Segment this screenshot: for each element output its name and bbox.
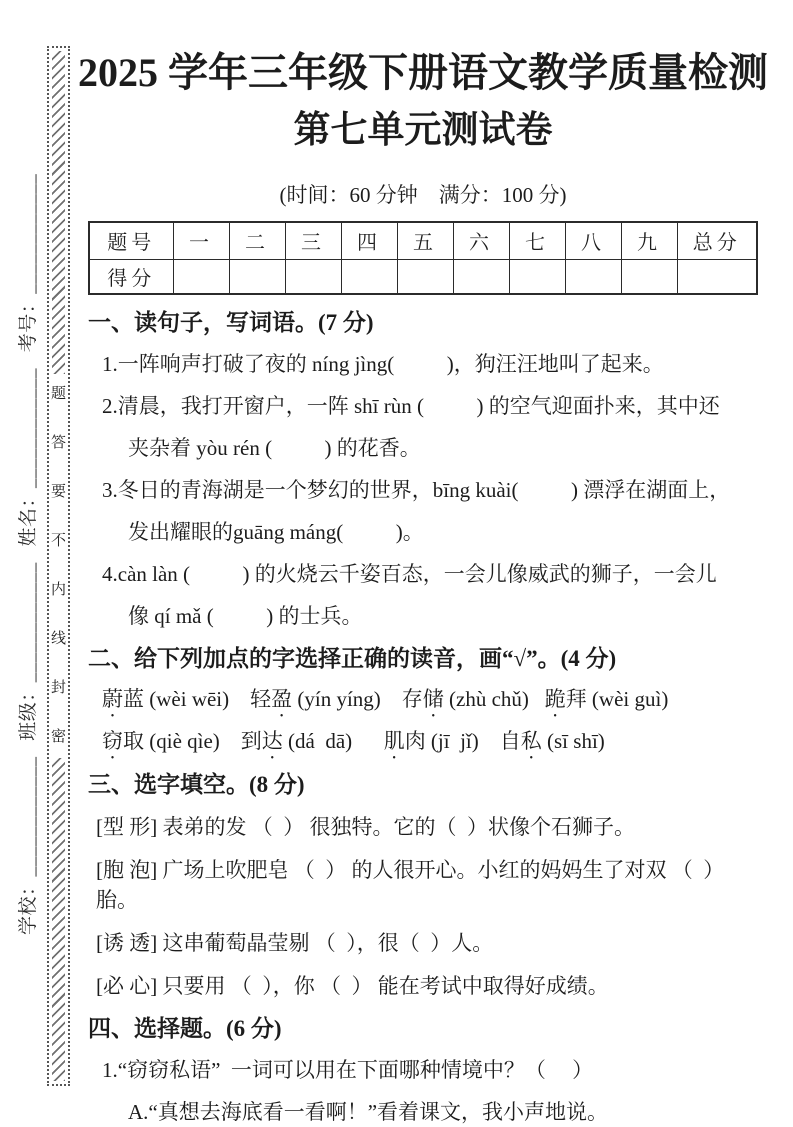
score-cell-empty [341, 259, 397, 294]
seal-char: 内 [50, 582, 66, 598]
score-table-cell: 八 [565, 222, 621, 260]
pronunciation-choice-row: 窃取 (qiè qìe) 到达 (dá dā) 肌肉 (jī jǐ) 自私 (sī shī) [102, 728, 605, 753]
score-table-score-row [89, 259, 757, 294]
section-3-heading: 三、选字填空。(8 分) [88, 771, 305, 797]
seal-char: 密 [50, 729, 66, 745]
score-table-cell: 一 [173, 222, 229, 260]
score-table-cell: 三 [285, 222, 341, 260]
question-line: 3.冬日的青海湖是一个梦幻的世界，bīng kuài( ) 漂浮在湖面上， [102, 477, 731, 502]
question-line: [胞 泡] 广场上吹肥皂 （ ） 的人很开心。小红的妈妈生了对双 （ ） 胎。 [96, 857, 730, 912]
score-table-cell: 七 [509, 222, 565, 260]
seal-char: 题 [50, 386, 66, 402]
section-3 [88, 771, 758, 1001]
question-line-continuation: 夹杂着 yòu rén ( ) 的花香。 [128, 435, 421, 460]
question-line: 1.一阵响声打破了夜的 níng jìng( )，狗汪汪地叫了起来。 [102, 351, 664, 376]
question-line: [诱 透] 这串葡萄晶莹剔 （ ），很（ ）人。 [96, 930, 494, 955]
section-1-heading: 一、读句子，写词语。(7 分) [88, 309, 374, 335]
exam-content [78, 0, 768, 1127]
score-cell-empty [677, 259, 757, 294]
score-table-cell: 五 [397, 222, 453, 260]
option-a-line: A.“真想去海底看一看啊！”看着课文，我小声地说。 [128, 1099, 609, 1124]
question-line: 2.清晨，我打开窗户，一阵 shī rùn ( ) 的空气迎面扑来，其中还 [102, 393, 720, 418]
score-table [88, 221, 758, 295]
score-table-header-row [89, 222, 757, 260]
score-cell-empty [565, 259, 621, 294]
question-line-continuation: 发出耀眼的guāng máng( )。 [128, 519, 424, 544]
exam-subtitle: 第七单元测试卷 [293, 110, 553, 151]
score-row-label: 得分 [89, 259, 173, 294]
score-table-cell: 四 [341, 222, 397, 260]
hatch-pattern-icon [52, 51, 65, 374]
seal-char: 封 [50, 680, 66, 696]
seal-line-strip [47, 46, 70, 1086]
seal-char: 不 [50, 533, 66, 549]
seal-line-text [51, 377, 66, 755]
exam-title: 2025 学年三年级下册语文教学质量检测 [78, 50, 768, 95]
score-cell-empty [453, 259, 509, 294]
pronunciation-choice-row: 蔚蓝 (wèi wēi) 轻盈 (yín yíng) 存储 (zhù chǔ) 跪拜 (wèi guì) [102, 686, 669, 711]
score-cell-empty [229, 259, 285, 294]
question-line: [必 心] 只要用 （ ），你 （ ） 能在考试中取得好成绩。 [96, 973, 609, 998]
score-cell-empty [621, 259, 677, 294]
hatch-pattern-icon [52, 758, 65, 1081]
section-1 [88, 309, 758, 631]
seal-char: 要 [50, 484, 66, 500]
question-line: 1.“窃窃私语” 一词可以用在下面哪种情境中？（ ） [102, 1057, 594, 1082]
score-table-cell: 二 [229, 222, 285, 260]
seal-char: 线 [50, 631, 66, 647]
question-line-continuation: 像 qí mǎ ( ) 的士兵。 [128, 603, 363, 628]
score-cell-empty [173, 259, 229, 294]
section-4 [88, 1015, 758, 1127]
score-table-cell: 题号 [89, 222, 173, 260]
score-table-cell: 总分 [677, 222, 757, 260]
score-table-cell: 六 [453, 222, 509, 260]
section-4-heading: 四、选择题。(6 分) [88, 1015, 282, 1041]
exam-time-score-info: (时间：60 分钟 满分：100 分) [279, 182, 567, 207]
question-line: 4.càn làn ( ) 的火烧云千姿百态，一会儿像威武的狮子，一会儿 [102, 561, 717, 586]
section-2-heading: 二、给下列加点的字选择正确的读音，画“√”。(4 分) [88, 645, 617, 671]
question-line: [型 形] 表弟的发 （ ） 很独特。它的（ ）状像个石狮子。 [96, 814, 635, 839]
score-table-cell: 九 [621, 222, 677, 260]
exam-header [78, 0, 768, 209]
score-cell-empty [397, 259, 453, 294]
section-2 [88, 645, 758, 757]
score-cell-empty [509, 259, 565, 294]
score-cell-empty [285, 259, 341, 294]
seal-char: 答 [50, 435, 66, 451]
seal-student-info-labels: 学校：____________ 班级：____________ 姓名：____________ 考号：____________ [18, 173, 39, 935]
